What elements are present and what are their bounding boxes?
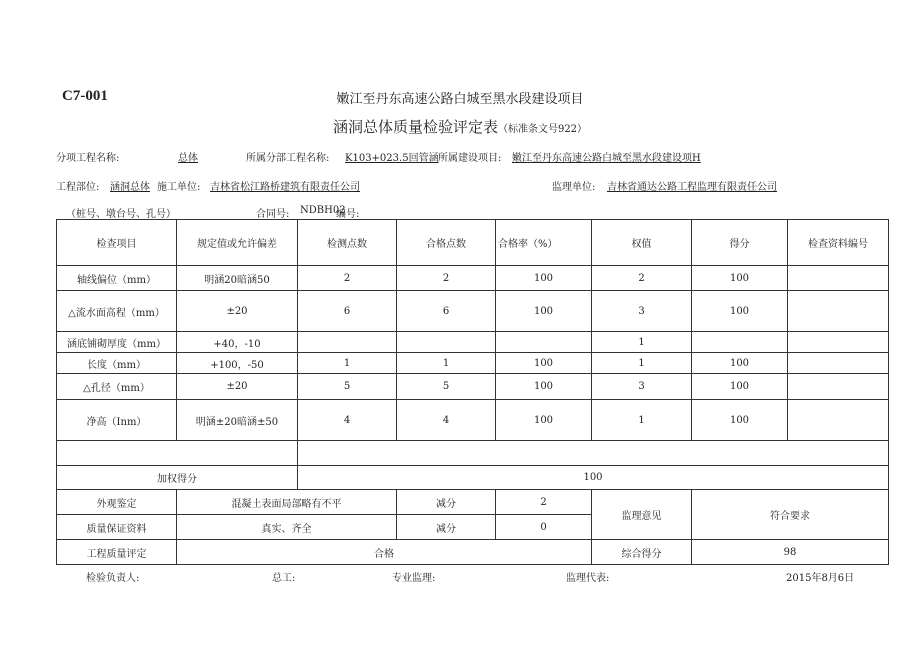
table-row — [57, 353, 889, 374]
header-cell: 合格率（%） — [496, 220, 592, 266]
header-cell: 检测点数 — [298, 220, 397, 266]
form-title: 涵洞总体质量检验评定表 — [332, 118, 498, 136]
table-header-row — [57, 220, 889, 266]
evaluation-row — [57, 540, 889, 565]
table-cell: 轴线偏位（mm） — [57, 266, 177, 291]
standard-reference: （标准条文号922） — [497, 124, 588, 135]
construction-project-label: 所属建设项目: — [438, 153, 502, 164]
quality-docs-deduct-value: 0 — [496, 515, 592, 540]
table-cell: 2 — [592, 266, 692, 291]
table-cell: 100 — [496, 353, 592, 374]
table-cell — [692, 332, 788, 353]
table-row — [57, 291, 889, 332]
table-cell: 5 — [397, 374, 496, 400]
table-cell: 3 — [592, 291, 692, 332]
header-cell: 检查资料编号 — [788, 220, 889, 266]
table-cell: 6 — [397, 291, 496, 332]
blank-cell — [57, 441, 298, 466]
subproject-value: 总体 — [178, 153, 198, 164]
project-name: 嫩江至丹东高速公路白城至黑水段建设项目 — [336, 92, 584, 107]
table-row — [57, 266, 889, 291]
appearance-deduct-value: 2 — [496, 490, 592, 515]
header-cell: 检查项目 — [57, 220, 177, 266]
table-cell: 明涵±20暗涵±50 — [177, 400, 298, 441]
table-cell: 涵底铺砌厚度（mm） — [57, 332, 177, 353]
header-cell: 权值 — [592, 220, 692, 266]
contractor-value: 吉林省松江路桥建筑有限责任公司 — [210, 182, 360, 193]
table-cell: △孔径（mm） — [57, 374, 177, 400]
evaluation-value: 合格 — [177, 540, 592, 565]
table-cell: 100 — [692, 353, 788, 374]
specialist-label: 专业监理: — [392, 573, 436, 584]
table-cell: 4 — [298, 400, 397, 441]
table-row — [57, 332, 889, 353]
appearance-value: 混凝土表面局部略有不平 — [177, 490, 397, 515]
quality-inspection-table — [56, 219, 889, 565]
table-cell — [788, 400, 889, 441]
form-code: C7-001 — [62, 88, 108, 104]
weighted-score-row — [57, 466, 889, 490]
table-cell — [397, 332, 496, 353]
location-label: 工程部位: — [56, 182, 100, 193]
overall-score-value: 98 — [692, 540, 889, 565]
weighted-score-label: 加权得分 — [57, 466, 298, 490]
table-cell: 4 — [397, 400, 496, 441]
table-cell: 长度（mm） — [57, 353, 177, 374]
table-cell: 100 — [496, 291, 592, 332]
subproject-label: 分项工程名称: — [56, 153, 120, 164]
overall-score-label: 综合得分 — [592, 540, 692, 565]
form-title-block — [0, 116, 920, 137]
supervisor-rep-label: 监理代表: — [566, 573, 610, 584]
table-cell: 2 — [298, 266, 397, 291]
appearance-row — [57, 490, 889, 515]
weighted-score-value: 100 — [298, 466, 889, 490]
chief-engineer-label: 总工: — [272, 573, 296, 584]
table-cell: 5 — [298, 374, 397, 400]
table-cell: 明涵20暗涵50 — [177, 266, 298, 291]
table-cell — [788, 266, 889, 291]
header-cell: 合格点数 — [397, 220, 496, 266]
table-cell: 3 — [592, 374, 692, 400]
location-value: 涵洞总体 — [110, 182, 150, 193]
table-cell: 100 — [496, 374, 592, 400]
appearance-deduct-label — [397, 490, 496, 515]
station-label: （桩号、墩台号、孔号） — [66, 209, 176, 220]
table-cell: 100 — [692, 400, 788, 441]
number-label: 编号: — [336, 209, 360, 220]
construction-project-value: 嫩江至丹东高速公路白城至黑水段建设项H — [512, 153, 701, 164]
table-cell — [788, 291, 889, 332]
table-cell: 2 — [397, 266, 496, 291]
contract-value: NDBH02 — [300, 205, 346, 216]
quality-docs-label: 质量保证资料 — [57, 515, 177, 540]
table-cell: 1 — [298, 353, 397, 374]
contract-label: 合同号: — [256, 209, 290, 220]
table-cell — [496, 332, 592, 353]
table-cell: 1 — [397, 353, 496, 374]
table-cell: ±20 — [177, 374, 298, 400]
division-value: K103+023.5回管涵 — [345, 153, 439, 164]
blank-cell — [298, 441, 889, 466]
table-cell: △流水面高程（mm） — [57, 291, 177, 332]
supervision-opinion-label: 监理意见 — [592, 490, 692, 540]
table-row — [57, 374, 889, 400]
table-cell: 1 — [592, 353, 692, 374]
table-cell: 1 — [592, 400, 692, 441]
sign-date: 2015年8月6日 — [786, 573, 855, 584]
evaluation-label: 工程质量评定 — [57, 540, 177, 565]
header-cell: 得分 — [692, 220, 788, 266]
deduct-label-text: 减分 — [436, 498, 456, 510]
inspector-label: 检验负责人: — [86, 573, 140, 584]
table-cell: ±20 — [177, 291, 298, 332]
header-cell: 规定值或允许偏差 — [177, 220, 298, 266]
table-cell: +100，-50 — [177, 353, 298, 374]
appearance-label: 外观鉴定 — [57, 490, 177, 515]
table-cell: 100 — [496, 266, 592, 291]
table-cell — [298, 332, 397, 353]
table-cell: +40，-10 — [177, 332, 298, 353]
table-cell — [788, 353, 889, 374]
contractor-label: 施工单位: — [157, 182, 201, 193]
table-cell: 100 — [692, 266, 788, 291]
table-row — [57, 400, 889, 441]
quality-docs-value: 真实、齐全 — [177, 515, 397, 540]
supervision-opinion-value: 符合要求 — [692, 490, 889, 540]
table-cell: 100 — [692, 374, 788, 400]
quality-docs-deduct-label: 减分 — [397, 515, 496, 540]
table-cell: 6 — [298, 291, 397, 332]
table-cell: 100 — [692, 291, 788, 332]
division-label: 所属分部工程名称: — [246, 153, 330, 164]
supervisor-value: 吉林省通达公路工程监理有限责任公司 — [607, 182, 777, 193]
table-cell: 100 — [496, 400, 592, 441]
table-cell: 1 — [592, 332, 692, 353]
supervisor-label: 监理单位: — [552, 182, 596, 193]
blank-row — [57, 441, 889, 466]
table-cell — [788, 374, 889, 400]
table-cell: 净高（Inm） — [57, 400, 177, 441]
table-cell — [788, 332, 889, 353]
